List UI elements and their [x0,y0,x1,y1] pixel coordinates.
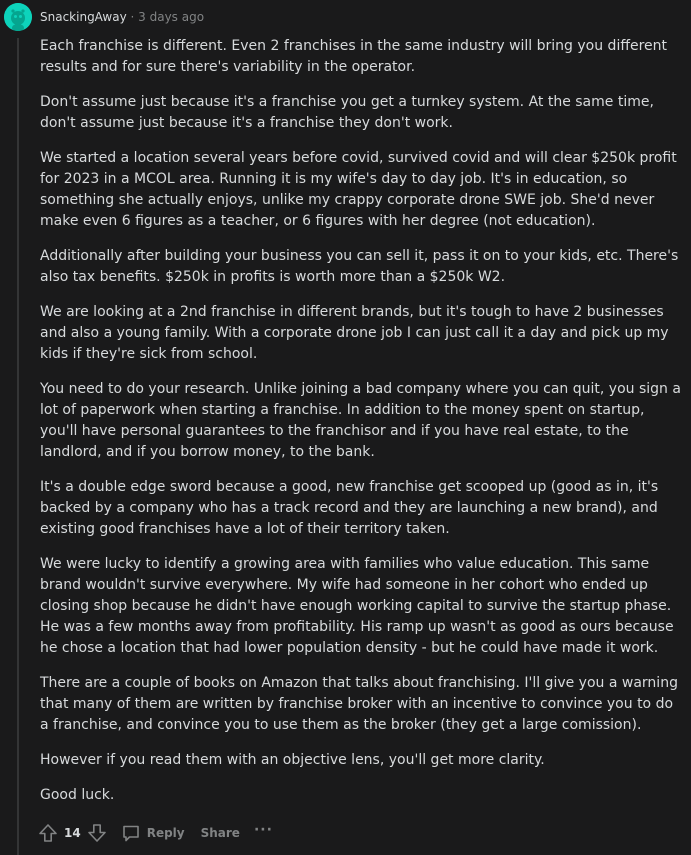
downvote-arrow-icon [87,823,107,843]
snoo-avatar-icon [4,3,32,31]
comment-paragraph: It's a double edge sword because a good, new franchise get scooped up (good as in, it's backed by a company who has a track record and they are launching a new brand), and existing good franchises have a lot of their territory taken. [40,479,659,537]
comment-paragraph: However if you read them with an objective lens, you'll get more clarity. [40,752,545,768]
downvote-button[interactable] [85,821,109,845]
comment-body [40,36,686,820]
share-button[interactable]: Share [200,826,240,840]
more-options-button[interactable]: ··· [253,822,273,838]
vote-score: 14 [64,826,81,840]
thread-collapse-line[interactable] [17,38,19,855]
reply-label: Reply [146,826,185,840]
upvote-arrow-icon [38,823,58,843]
comment-paragraph: We were lucky to identify a growing area with families who value education. This same brand wouldn't survive everywhere. My wife had someone in her cohort who ended up closing shop because he didn't have enough working capital to survive the startup phase. He was a few months away from profitability. His ramp up wasn't as good as ours because he chose a location that had lower population density - but he could have made it work. [40,556,674,656]
meta-separator: · [130,10,135,24]
comment-paragraph: Each franchise is different. Even 2 franchises in the same industry will bring you different results and for sure there's variability in the operator. [40,38,668,75]
user-avatar[interactable] [4,3,32,31]
upvote-button[interactable] [36,821,60,845]
comment-meta [40,8,204,26]
comment-paragraph: Good luck. [40,787,115,803]
reply-button[interactable] [121,823,185,843]
comment-paragraph: Don't assume just because it's a franchise you get a turnkey system. At the same time, don't assume just because it's a franchise they don't work. [40,94,654,131]
comment-paragraph: There are a couple of books on Amazon that talks about franchising. I'll give you a warning that many of them are written by franchise broker with an incentive to convince you to do a franchise, and convince you to use them as the broker (they get a large comission). [40,675,678,733]
comment-paragraph: We are looking at a 2nd franchise in different brands, but it's tough to have 2 businesses and also a young family. With a corporate drone job I can just call it a day and pick up my kids if they're sick from school. [40,304,669,362]
author-username[interactable]: SnackingAway [40,10,127,24]
comment-paragraph: We started a location several years before covid, survived covid and will clear $250k profit for 2023 in a MCOL area. Running it is my wife's day to day job. It's in education, so something she actually enjoys, unlike my crappy corporate drone SWE job. She'd never make even 6 figures as a teacher, or 6 figures with her degree (not education). [40,150,677,229]
comment-action-bar [36,820,273,846]
speech-bubble-icon [121,823,141,843]
comment-paragraph: You need to do your research. Unlike joining a bad company where you can quit, you sign a lot of paperwork when starting a franchise. In addition to the money spent on startup, you'll have personal guarantees to the franchisor and if you have real estate, to the landlord, and if you borrow money, to the bank. [40,381,681,460]
comment-paragraph: Additionally after building your business you can sell it, pass it on to your kids, etc. There's also tax benefits. $250k in profits is worth more than a $250k W2. [40,248,679,285]
comment-timestamp[interactable]: 3 days ago [138,10,205,24]
